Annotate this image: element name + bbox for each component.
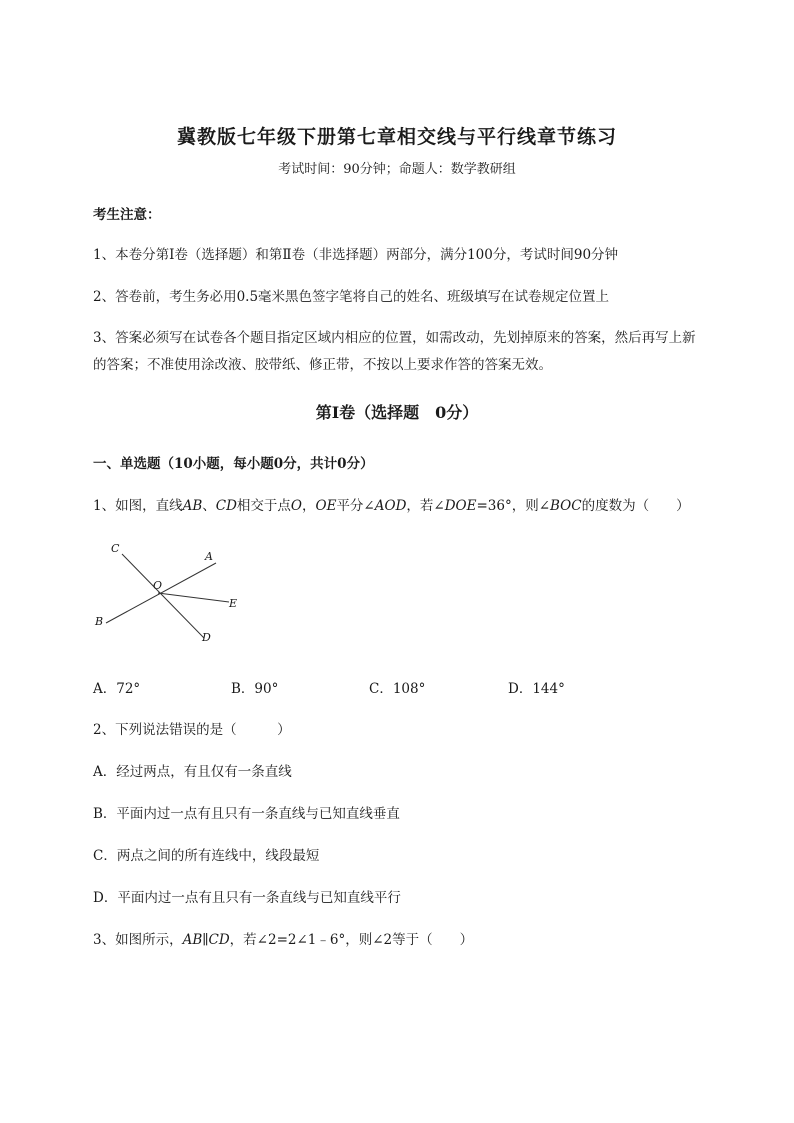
ray-oe [158, 593, 229, 602]
notice-item-1: 1、本卷分第Ⅰ卷（选择题）和第Ⅱ卷（非选择题）两部分，满分100分，考试时间90分钟 [93, 247, 619, 263]
label-b: B [95, 615, 104, 628]
question-2-option-b: B．平面内过一点有且只有一条直线与已知直线垂直 [93, 806, 400, 822]
section-heading: 一、单选题（10小题，每小题0分，共计0分） [93, 456, 374, 472]
question-1-option-b: B．90° [231, 681, 279, 697]
notice-item-2: 2、答卷前，考生务必用0.5毫米黑色签字笔将自己的姓名、班级填写在试卷规定位置上 [93, 289, 610, 305]
question-1-option-d: D．144° [508, 681, 565, 697]
label-d: D [202, 631, 211, 644]
label-a: A [205, 550, 213, 563]
notice-item-3-line-1: 3、答案必须写在试卷各个题目指定区域内相应的位置，如需改动，先划掉原来的答案，然后再写上新 [93, 330, 696, 346]
question-2-option-d: D．平面内过一点有且只有一条直线与已知直线平行 [93, 890, 401, 906]
question-1-stem: 1、如图，直线AB、CD相交于点O，OE平分∠AOD，若∠DOE=36°，则∠BOC的度数为（ ） [93, 498, 690, 514]
question-2-option-c: C．两点之间的所有连线中，线段最短 [93, 848, 320, 864]
question-1-option-a: A．72° [93, 681, 141, 697]
question-2-stem: 2、下列说法错误的是（ ） [93, 722, 291, 738]
question-1-option-c: C．108° [369, 681, 426, 697]
question-3-stem: 3、如图所示，AB∥CD，若∠2=2∠1﹣6°，则∠2等于（ ） [93, 932, 474, 948]
part-1-title: 第Ⅰ卷（选择题 0分） [315, 403, 479, 422]
label-e: E [229, 597, 238, 610]
label-o: O [153, 579, 163, 592]
label-c: C [111, 542, 120, 555]
question-2-option-a: A．经过两点，有且仅有一条直线 [93, 764, 292, 780]
question-1-figure [92, 538, 252, 648]
line-cd [122, 554, 204, 638]
notice-heading: 考生注意： [93, 207, 161, 223]
exam-subtitle: 考试时间：90分钟；命题人：数学教研组 [278, 162, 516, 177]
exam-title: 冀教版七年级下册第七章相交线与平行线章节练习 [176, 126, 617, 148]
notice-item-3-line-2: 的答案；不准使用涂改液、胶带纸、修正带，不按以上要求作答的答案无效。 [93, 357, 552, 373]
